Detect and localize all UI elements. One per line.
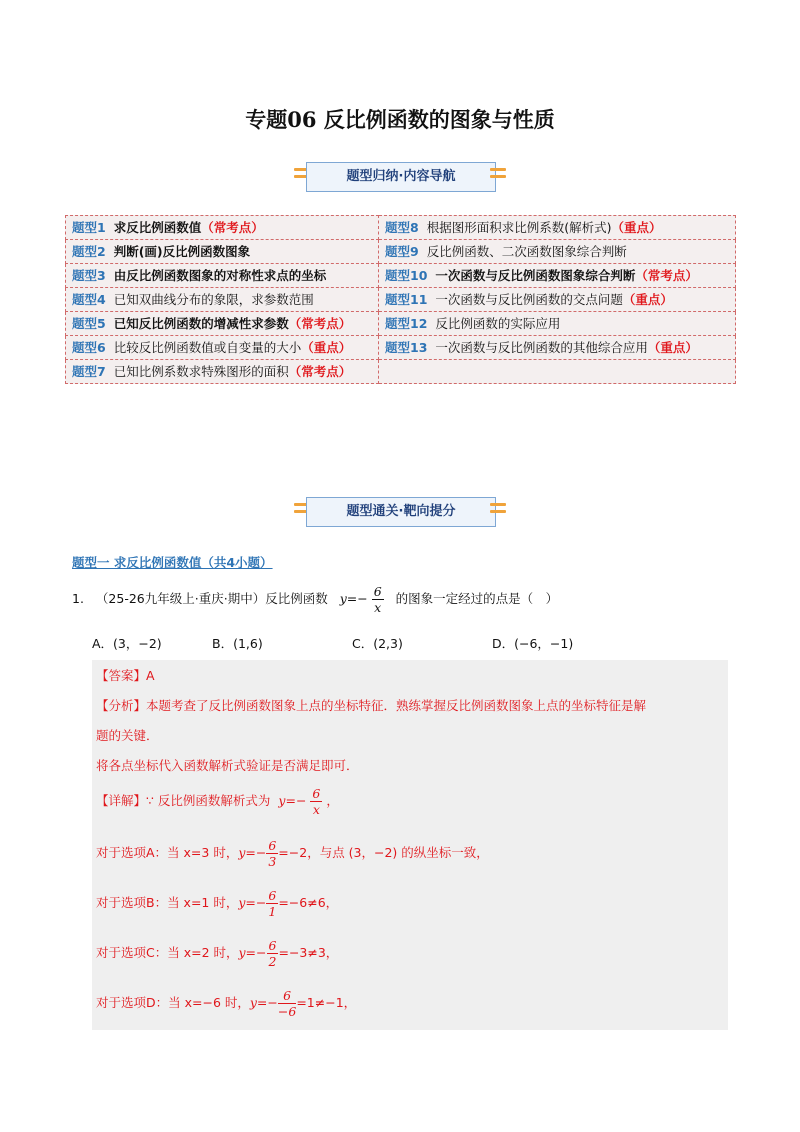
topic-navigation-table bbox=[65, 215, 736, 384]
nav-banner bbox=[0, 159, 800, 195]
analysis-line-1: 【分析】本题考查了反比例函数图象上点的坐标特征．熟练掌握反比例函数图象上点的坐标特征是解 bbox=[96, 698, 647, 713]
nav-cell-right[interactable] bbox=[379, 264, 736, 288]
topic-tag: 题型4 bbox=[72, 292, 106, 307]
topic-text: 判断(画)反比例函数图象 bbox=[113, 244, 251, 259]
nav-cell-left[interactable] bbox=[66, 360, 379, 384]
question-number: 1. bbox=[72, 591, 84, 606]
topic-tag: 题型8 bbox=[385, 220, 419, 235]
nav-cell-left[interactable] bbox=[66, 216, 379, 240]
practice-banner bbox=[0, 494, 800, 530]
option-b[interactable]: B．(1,6) bbox=[212, 636, 263, 651]
topic-text: 求反比例函数值 bbox=[113, 220, 202, 235]
function-fraction: $\frac{6}{x}$ bbox=[373, 584, 382, 615]
topic-text: 一次函数与反比例函数的交点问题 bbox=[435, 292, 623, 307]
question-1 bbox=[72, 584, 732, 615]
analysis-line-3: 将各点坐标代入函数解析式验证是否满足即可． bbox=[96, 758, 359, 773]
option-c[interactable]: C．(2,3) bbox=[352, 636, 403, 651]
equals-decoration-icon bbox=[490, 168, 506, 186]
nav-banner-label: 题型归纳·内容导航 bbox=[306, 162, 496, 192]
topic-note: （常考点） bbox=[288, 316, 352, 331]
topic-tag: 题型3 bbox=[72, 268, 106, 283]
nav-cell-left[interactable] bbox=[66, 240, 379, 264]
option-check-line: 对于选项A：当 x=3 时，y=− $\frac{6}{3}$ =−2，与点 (3，−2) 的纵坐标一致， bbox=[96, 838, 489, 869]
topic-tag: 题型2 bbox=[72, 244, 106, 259]
question-stem-tail: 的图象一定经过的点是（ ） bbox=[395, 591, 559, 606]
topic-note: （常考点） bbox=[288, 364, 352, 379]
nav-cell-right[interactable] bbox=[379, 288, 736, 312]
nav-row bbox=[66, 264, 736, 288]
question-source: （25-26九年级上·重庆·期中）反比例函数 bbox=[95, 591, 328, 606]
page-title: 专题06 反比例函数的图象与性质 bbox=[245, 107, 555, 132]
nav-cell-left[interactable] bbox=[66, 288, 379, 312]
equals-decoration-icon bbox=[490, 503, 506, 521]
topic-note: （常考点） bbox=[635, 268, 698, 283]
nav-row bbox=[66, 336, 736, 360]
option-d[interactable]: D．(−6，−1) bbox=[492, 636, 574, 651]
nav-row bbox=[66, 312, 736, 336]
topic-note: （重点） bbox=[301, 340, 352, 355]
practice-banner-label: 题型通关·靶向提分 bbox=[306, 497, 496, 527]
solution-box bbox=[92, 660, 728, 1030]
option-check-line: 对于选项C：当 x=2 时，y=− $\frac{6}{2}$ =−3≠3， bbox=[96, 938, 339, 969]
topic-note: （重点） bbox=[611, 220, 662, 235]
topic-text: 由反比例函数图象的对称性求点的坐标 bbox=[113, 268, 327, 283]
topic-tag: 题型7 bbox=[72, 364, 106, 379]
option-check-line: 对于选项B：当 x=1 时，y=− $\frac{6}{1}$ =−6≠6， bbox=[96, 888, 339, 919]
nav-cell-right[interactable] bbox=[379, 216, 736, 240]
option-check-line: 对于选项D：当 x=−6 时，y=− $\frac{6}{-6}$ =1≠−1， bbox=[96, 988, 357, 1019]
topic-tag: 题型5 bbox=[72, 316, 106, 331]
nav-row bbox=[66, 288, 736, 312]
topic-note: （重点） bbox=[622, 292, 673, 307]
topic-tag: 题型11 bbox=[385, 292, 428, 307]
topic-text: 已知反比例函数的增减性求参数 bbox=[113, 316, 289, 331]
topic-text: 反比例函数、二次函数图象综合判断 bbox=[426, 244, 627, 259]
topic-tag: 题型12 bbox=[385, 316, 428, 331]
nav-cell-right[interactable] bbox=[379, 312, 736, 336]
nav-cell-right[interactable] bbox=[379, 336, 736, 360]
detail-line: 【详解】∵ 反比例函数解析式为 y=− $\frac{6}{x}$ ， bbox=[96, 786, 339, 817]
nav-cell-right bbox=[379, 360, 736, 384]
nav-row bbox=[66, 360, 736, 384]
nav-cell-left[interactable] bbox=[66, 312, 379, 336]
topic-text: 根据图形面积求比例系数(解析式) bbox=[426, 220, 612, 235]
topic-note: （常考点） bbox=[201, 220, 264, 235]
nav-row bbox=[66, 240, 736, 264]
function-lhs: y=− bbox=[339, 591, 368, 606]
answer-line: 【答案】A bbox=[96, 668, 155, 683]
topic-text: 已知双曲线分布的象限，求参数范围 bbox=[113, 292, 314, 307]
topic-tag: 题型1 bbox=[72, 220, 106, 235]
topic-text: 一次函数与反比例函数图象综合判断 bbox=[435, 268, 636, 283]
section-title: 题型一 求反比例函数值（共4小题） bbox=[72, 555, 273, 570]
topic-text: 已知比例系数求特殊图形的面积 bbox=[113, 364, 289, 379]
option-a[interactable]: A．(3，−2) bbox=[92, 636, 162, 651]
nav-cell-right[interactable] bbox=[379, 240, 736, 264]
nav-cell-left[interactable] bbox=[66, 336, 379, 360]
topic-tag: 题型10 bbox=[385, 268, 428, 283]
nav-row bbox=[66, 216, 736, 240]
topic-tag: 题型6 bbox=[72, 340, 106, 355]
nav-cell-left[interactable] bbox=[66, 264, 379, 288]
topic-note: （重点） bbox=[647, 340, 698, 355]
topic-tag: 题型9 bbox=[385, 244, 419, 259]
topic-tag: 题型13 bbox=[385, 340, 428, 355]
topic-text: 一次函数与反比例函数的其他综合应用 bbox=[435, 340, 648, 355]
topic-text: 比较反比例函数值或自变量的大小 bbox=[113, 340, 302, 355]
analysis-line-2: 题的关键． bbox=[96, 728, 159, 743]
topic-text: 反比例函数的实际应用 bbox=[435, 316, 561, 331]
